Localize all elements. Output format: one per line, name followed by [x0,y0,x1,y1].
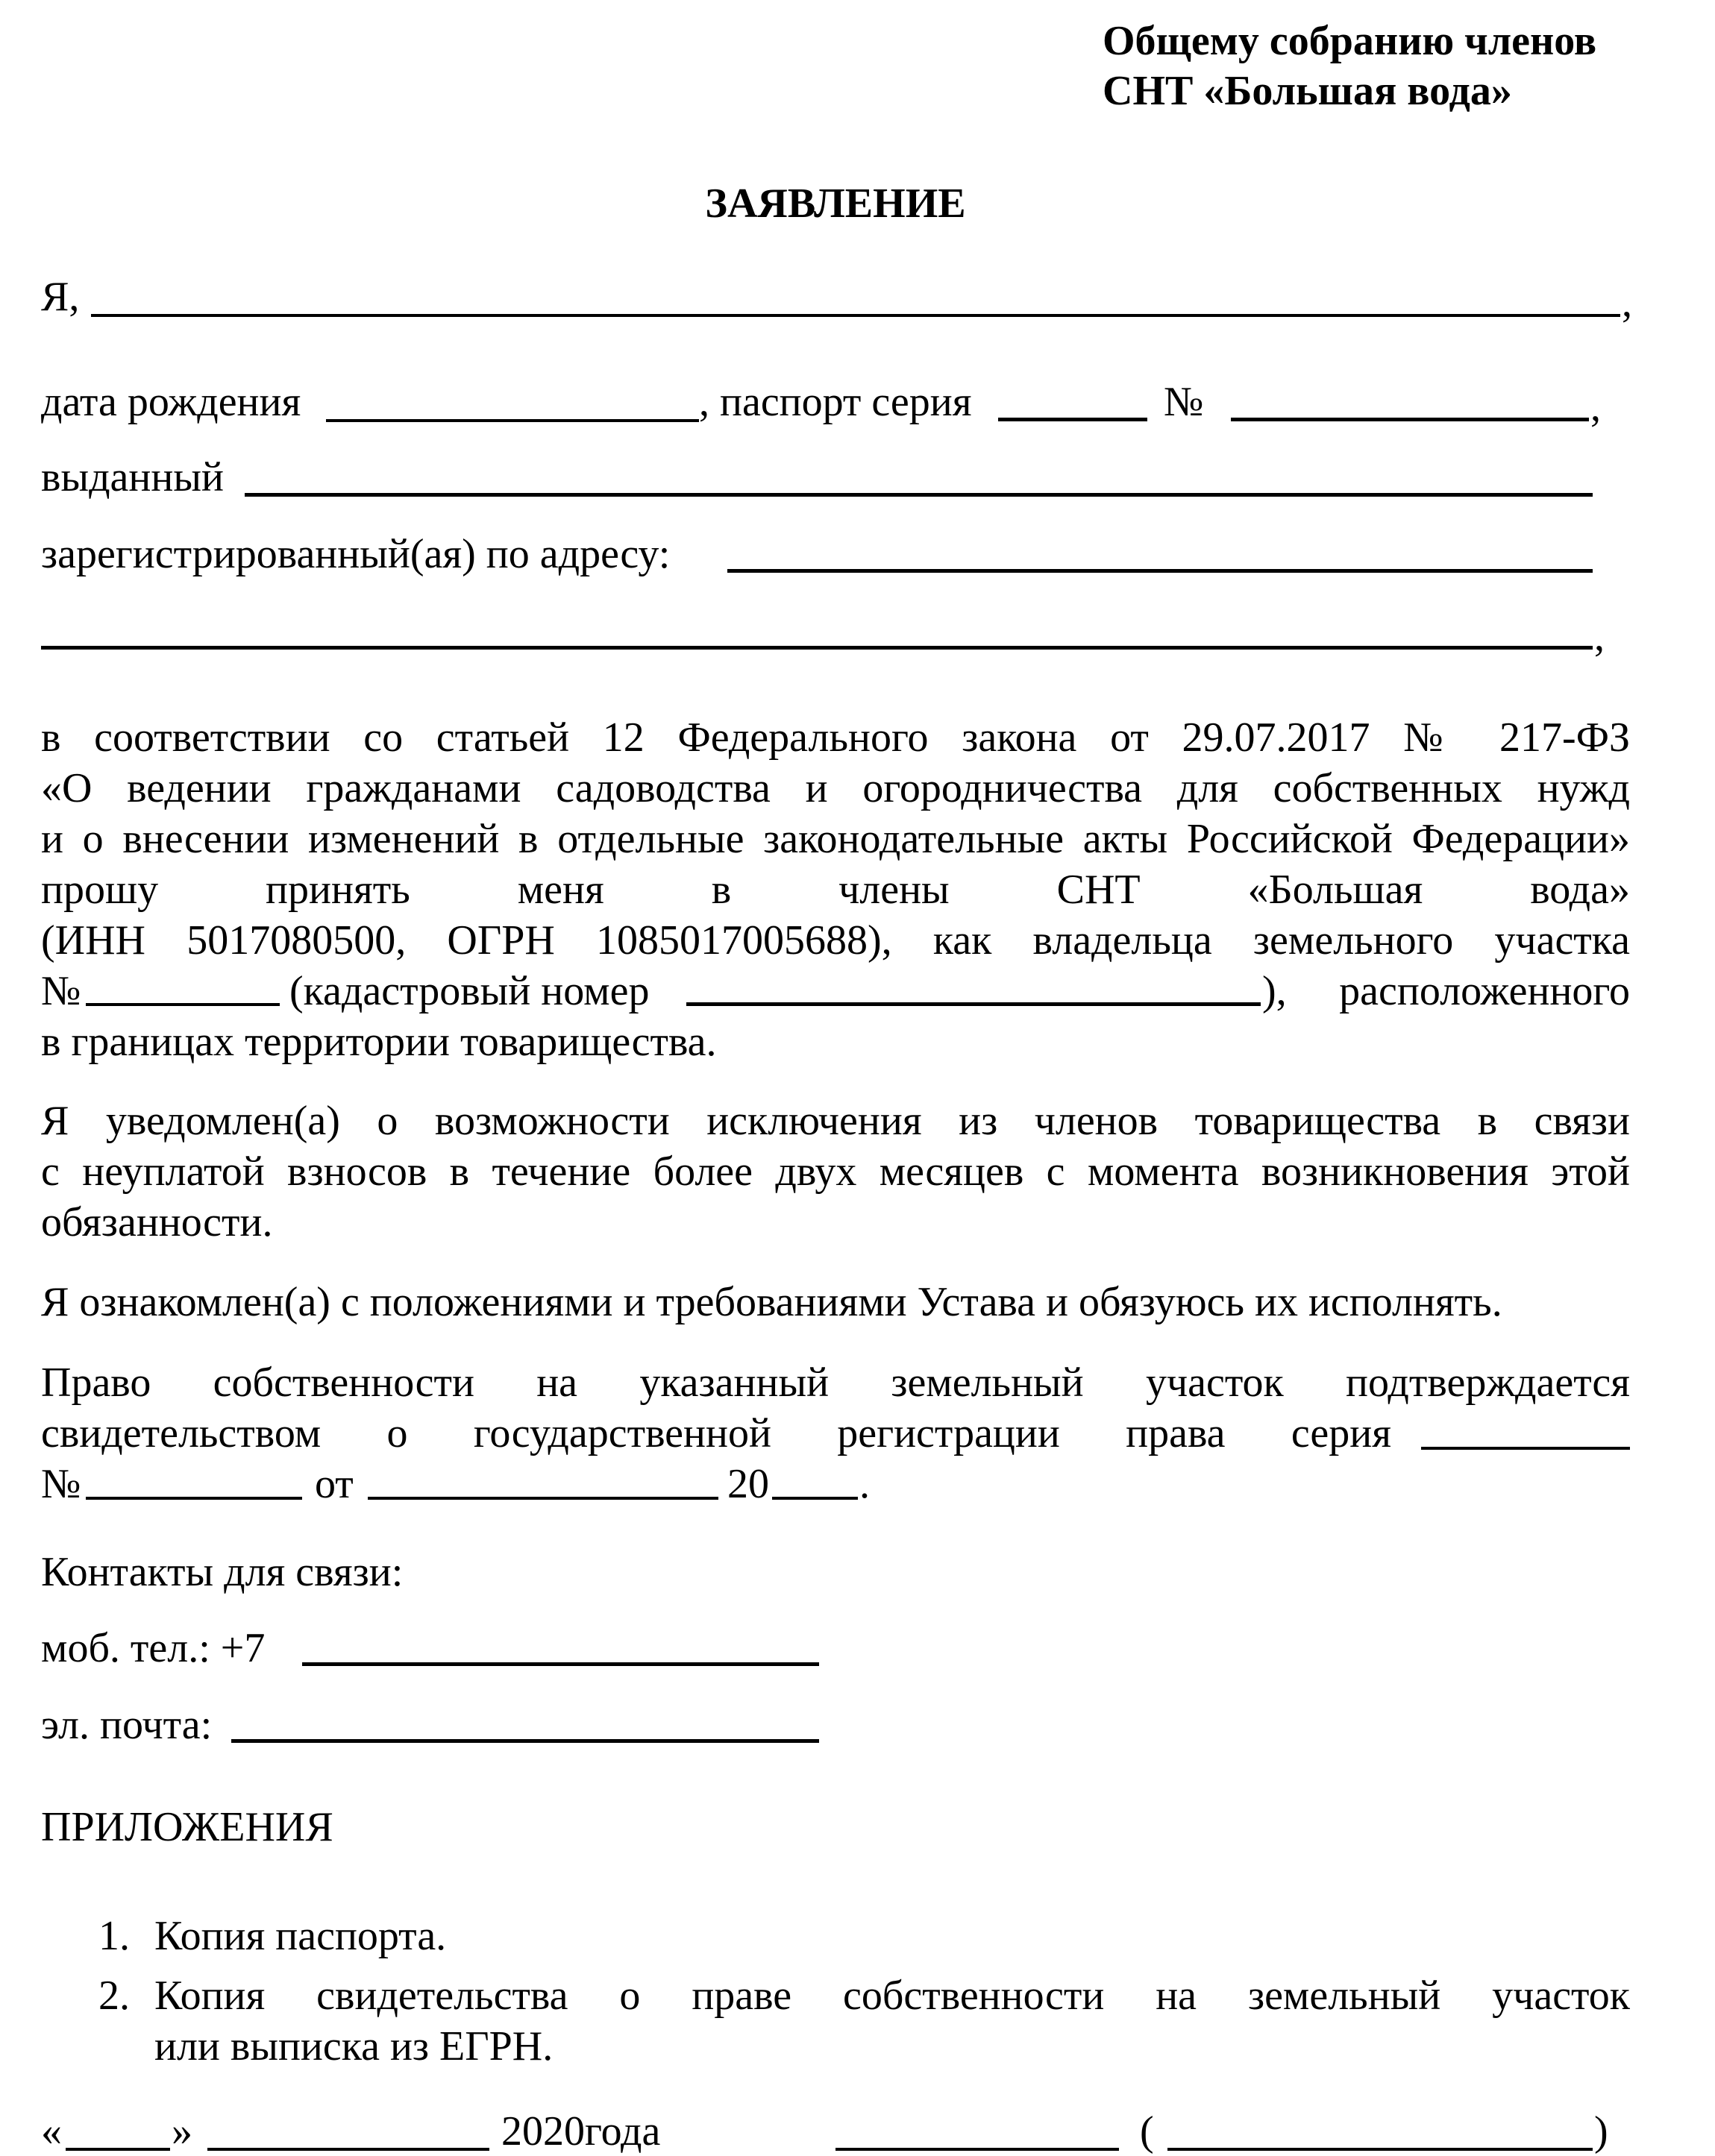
phone-label: моб. тел.: +7 [41,1625,266,1671]
certificate-date-label: от [315,1461,354,1507]
body-line: (ИНН 5017080500, ОГРН 1085017005688), как владельца земельного участка [41,917,1630,964]
day-field[interactable] [66,2148,170,2151]
body-line: в соответствии со статьей 12 Федерального закона от 29.07.2017 № 217-ФЗ [41,714,1630,761]
attachments-heading: ПРИЛОЖЕНИЯ [41,1804,333,1850]
registered-address-label: зарегистрированный(ая) по адресу: [41,531,671,577]
passport-number-sign: № [1164,379,1204,425]
comma: , [1594,614,1605,660]
body-line: прошу принять меня в члены СНТ «Большая вода» [41,867,1630,913]
issued-field[interactable] [245,493,1593,497]
date-close-quote: » [172,2108,192,2155]
email-label: эл. почта: [41,1702,213,1748]
certificate-number-sign: № [41,1461,81,1507]
plot-number-sign: № [41,968,81,1014]
ya-label: Я, [41,274,80,320]
passport-series-label: , паспорт серия [699,379,972,425]
body-line: Я ознакомлен(а) с положениями и требованиями Устава и обязуюсь их исполнять. [41,1279,1502,1325]
cadastral-label: (кадастровый номер [289,968,650,1014]
name-close-paren: ) [1594,2108,1608,2155]
year-label: 2020года [501,2108,661,2155]
document-title: ЗАЯВЛЕНИЕ [705,180,966,227]
birth-date-label: дата рождения [41,379,301,425]
plot-number-field[interactable] [86,1003,280,1006]
phone-field[interactable] [302,1662,819,1666]
body-line: и о внесении изменений в отдельные законодательные акты Российской Федерации» [41,816,1630,862]
comma: , [1590,384,1601,430]
certificate-year-label: 20 [727,1461,769,1507]
certificate-number-field[interactable] [86,1497,302,1500]
attachment-number: 1. [98,1913,130,1959]
printed-name-field[interactable] [1167,2148,1593,2151]
certificate-year-field[interactable] [772,1497,858,1500]
body-line: «О ведении гражданами садоводства и огородничества для собственных нужд [41,765,1630,811]
body-line: Я уведомлен(а) о возможности исключения из членов товарищества в связи [41,1098,1630,1144]
birth-date-field[interactable] [326,419,699,422]
addressee-line-1: Общему собранию членов [1103,18,1597,64]
signature-field[interactable] [835,2148,1119,2151]
issued-label: выданный [41,454,224,500]
attachment-item: или выписка из ЕГРН. [154,2023,554,2069]
certificate-series-field[interactable] [1421,1447,1630,1450]
passport-number-field[interactable] [1231,418,1589,421]
body-line: с неуплатой взносов в течение более двух месяцев с момента возникновения этой [41,1148,1630,1195]
body-line: свидетельством о государственной регистрации права серия [41,1410,1391,1456]
month-field[interactable] [207,2148,489,2151]
certificate-date-field[interactable] [368,1497,718,1500]
fullname-field[interactable] [91,314,1620,317]
email-field[interactable] [231,1739,819,1743]
contacts-heading: Контакты для связи: [41,1549,404,1595]
cadastral-number-field[interactable] [686,1002,1261,1006]
body-line: в границах территории товарищества. [41,1019,717,1065]
registered-address-field-2[interactable] [41,646,1593,650]
comma: , [1622,280,1632,326]
date-open-quote: « [41,2108,62,2155]
body-line: обязанности. [41,1199,273,1245]
attachment-item: Копия свидетельства о праве собственности на земельный участок [154,1973,1630,2019]
attachment-number: 2. [98,1973,130,2019]
attachment-item: Копия паспорта. [154,1913,447,1959]
located-label: ), расположенного [1262,968,1630,1014]
passport-series-field[interactable] [998,418,1147,421]
body-line: Право собственности на указанный земельный участок подтверждается [41,1360,1630,1406]
period: . [859,1461,870,1507]
addressee-line-2: СНТ «Большая вода» [1103,68,1512,114]
name-open-paren: ( [1140,2108,1154,2155]
registered-address-field[interactable] [727,569,1593,573]
